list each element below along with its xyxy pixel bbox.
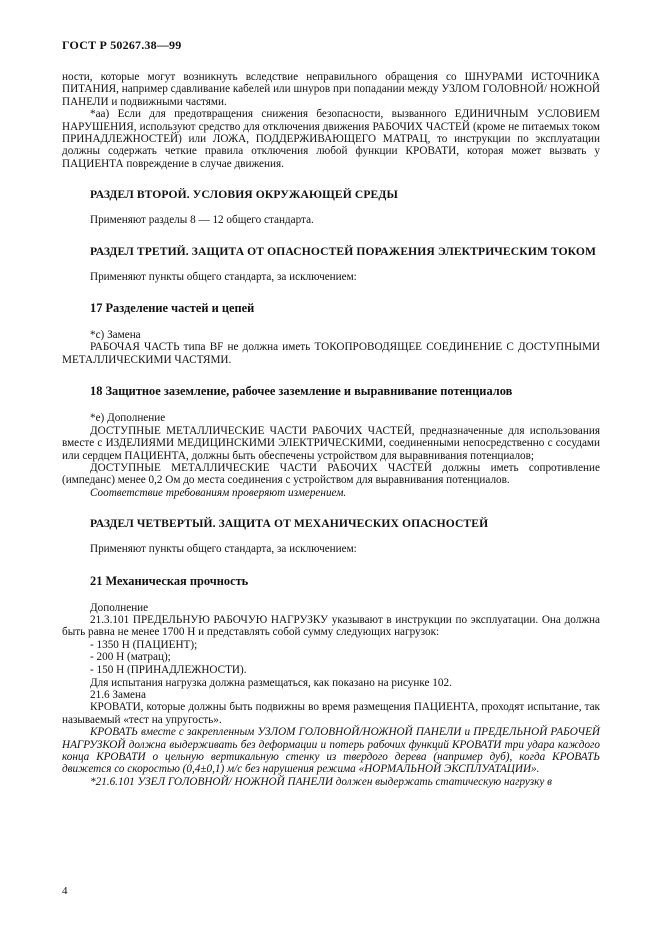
- section-three-text: Применяют пункты общего стандарта, за исключением:: [90, 270, 357, 283]
- clause-17-heading: 17 Разделение частей и цепей: [90, 301, 255, 316]
- section-two-text: Применяют разделы 8 — 12 общего стандарта.: [90, 214, 314, 227]
- clause-21-paragraph-5: КРОВАТЬ вместе с закрепленным УЗЛОМ ГОЛОВНОЙ/НОЖНОЙ ПАНЕЛИ и ПРЕДЕЛЬНОЙ РАБОЧЕЙ НАГРУЗКОЙ должна выдерживать без деформации и потерь рабочих функций КРОВАТИ три удара каждого конца КРОВАТИ о цельную вертикальную стенку из твердого дерева (например дуб), когда КРОВАТЬ движется со скоростью (0,4±0,1) м/с без нарушения режима «НОРМАЛЬНОЙ ЭКСПЛУАТАЦИИ».: [62, 726, 600, 776]
- clause-21-paragraph-2: Для испытания нагрузка должна размещаться, как показано на рисунке 102.: [90, 676, 452, 689]
- page-number: 4: [62, 885, 68, 897]
- section-three-heading: РАЗДЕЛ ТРЕТИЙ. ЗАЩИТА ОТ ОПАСНОСТЕЙ ПОРАЖЕНИЯ ЭЛЕКТРИЧЕСКИМ ТОКОМ: [90, 244, 597, 258]
- list-item: - 200 Н (матрац);: [90, 651, 171, 664]
- clause-18-paragraph-1: ДОСТУПНЫЕ МЕТАЛЛИЧЕСКИЕ ЧАСТИ РАБОЧИХ ЧАСТЕЙ, предназначенные для использования вместе с ИЗДЕЛИЯМИ МЕДИЦИНСКИМИ ЭЛЕКТРИЧЕСКИМИ, соединенными непосредственно с сосудами или сердцем ПАЦИЕНТА, должны быть обеспечены устройством для выравнивания потенциалов;: [62, 424, 600, 462]
- clause-18-compliance: Соответствие требованиям проверяют измерением.: [90, 486, 347, 499]
- clause-17-note: *с) Замена: [90, 329, 141, 342]
- clause-21-note: Дополнение: [90, 601, 149, 614]
- section-two-heading: РАЗДЕЛ ВТОРОЙ. УСЛОВИЯ ОКРУЖАЮЩЕЙ СРЕДЫ: [90, 188, 398, 202]
- section-four-text: Применяют пункты общего стандарта, за исключением:: [90, 543, 357, 556]
- page-body: [62, 38, 600, 788]
- paragraph-continuation: ности, которые могут возникнуть вследствие неправильного обращения со ШНУРАМИ ИСТОЧНИКА ПИТАНИЯ, например сдавливание кабелей или шнуров при попадании между УЗЛОМ ГОЛОВНОЙ/ НОЖНОЙ ПАНЕЛИ и подвижными частями.: [62, 71, 600, 108]
- clause-21-heading: 21 Механическая прочность: [90, 573, 249, 588]
- section-four-heading: РАЗДЕЛ ЧЕТВЕРТЫЙ. ЗАЩИТА ОТ МЕХАНИЧЕСКИХ ОПАСНОСТЕЙ: [90, 517, 489, 531]
- clause-18-paragraph-2: ДОСТУПНЫЕ МЕТАЛЛИЧЕСКИЕ ЧАСТИ РАБОЧИХ ЧАСТЕЙ должны иметь сопротивление (импеданс) менее 0,2 Ом до места соединения с устройством для выравнивания потенциалов.: [62, 461, 600, 487]
- clause-21-paragraph-6: *21.6.101 УЗЕЛ ГОЛОВНОЙ/ НОЖНОЙ ПАНЕЛИ должен выдержать статическую нагрузку в: [90, 775, 552, 788]
- list-item: - 1350 Н (ПАЦИЕНТ);: [90, 638, 198, 651]
- clause-21-paragraph-4: КРОВАТИ, которые должны быть подвижны во время размещения ПАЦИЕНТА, проходят испытание, так называемый «тест на упругость».: [62, 701, 600, 726]
- clause-18-heading: 18 Защитное заземление, рабочее заземление и выравнивание потенциалов: [90, 384, 513, 399]
- clause-21-paragraph-1: 21.3.101 ПРЕДЕЛЬНУЮ РАБОЧУЮ НАГРУЗКУ указывают в инструкции по эксплуатации. Она должна быть равна не менее 1700 Н и представлять собой сумму следующих нагрузок:: [62, 613, 600, 639]
- list-item: - 150 Н (ПРИНАДЛЕЖНОСТИ).: [90, 663, 247, 676]
- standard-code: ГОСТ Р 50267.38—99: [62, 38, 182, 52]
- clause-18-note: *е) Дополнение: [90, 412, 166, 425]
- paragraph-aa: *аа) Если для предотвращения снижения безопасности, вызванного ЕДИНИЧНЫМ УСЛОВИЕМ НАРУШЕНИЯ, используют средство для отключения движения РАБОЧИХ ЧАСТЕЙ (кроме не питаемых током ПРИНАДЛЕЖНОСТЕЙ) или ЛОЖА, ПОДДЕРЖИВАЮЩЕГО МАТРАЦ, то инструкции по эксплуатации должны содержать четкие правила отключения любой функции КРОВАТИ, которая может вызвать у ПАЦИЕНТА повреждение в случае движения.: [62, 108, 600, 170]
- clause-17-text: РАБОЧАЯ ЧАСТЬ типа BF не должна иметь ТОКОПРОВОДЯЩЕЕ СОЕДИНЕНИЕ С ДОСТУПНЫМИ МЕТАЛЛИЧЕСКИМИ ЧАСТЯМИ.: [62, 341, 600, 366]
- clause-21-6-label: 21.6 Замена: [90, 688, 146, 701]
